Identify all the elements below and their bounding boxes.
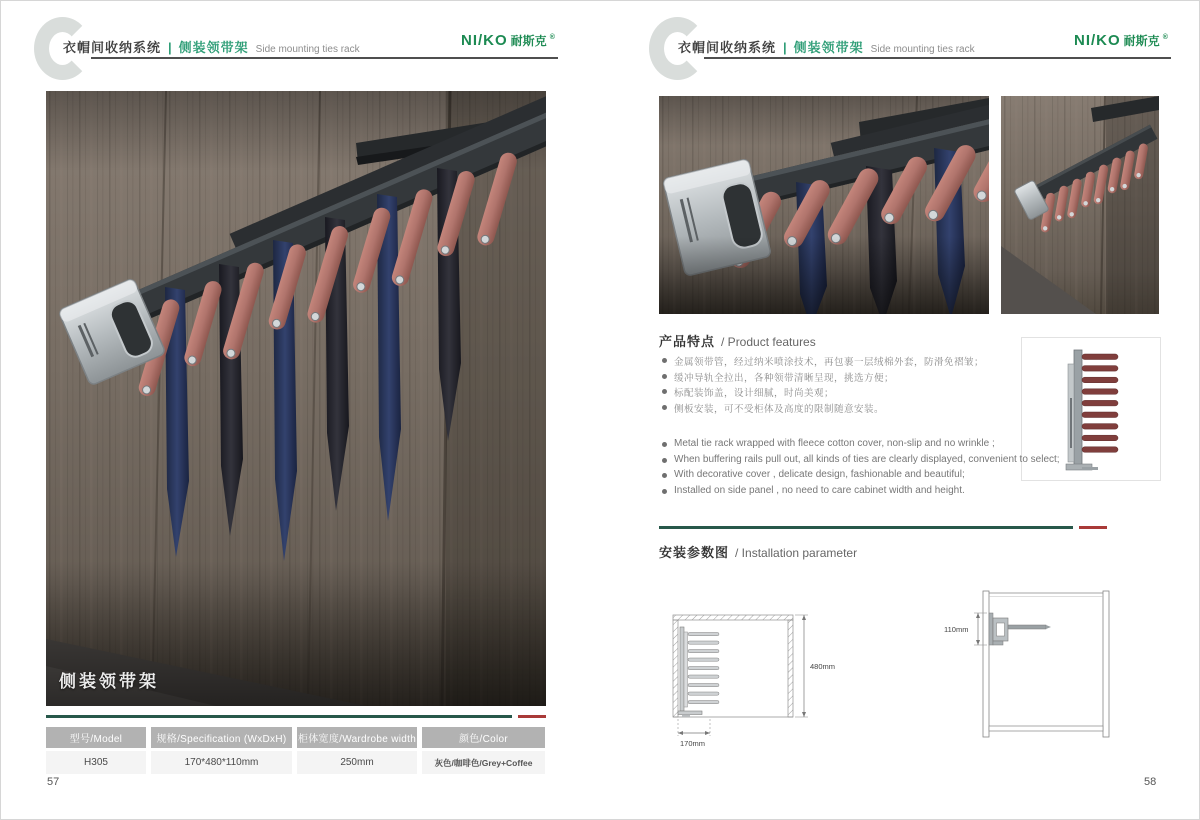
feature-text: 金属领带管，经过纳米喷涂技术，再包裹一层绒棉外套，防滑免褶皱； [674,357,985,368]
bullet-icon [662,389,667,394]
bullet-icon [662,473,667,478]
bullet-icon [662,358,667,363]
spec-table [46,727,550,774]
header-separator: | [783,40,787,55]
feature-item [661,385,1021,401]
photo-caption: 侧装领带架 [59,672,159,691]
dimension-depth [678,719,710,736]
bullet-icon [662,374,667,379]
product-features-title-en: / Product features [721,335,816,349]
divider-red-bar [1079,526,1107,529]
depth-dimension-label: 170mm [680,739,706,748]
spec-value-specification: 170*480*110mm [151,751,292,774]
bullet-icon [662,458,667,463]
feature-item [661,454,1081,470]
nisko-logo-cn: 耐斯克 [1123,34,1160,48]
header-rule [704,57,1171,59]
registered-mark: ® [549,34,555,41]
feature-list-en [661,438,1081,500]
side-view-diagram [661,587,911,772]
tie-bars [1082,354,1118,452]
header-separator: | [168,40,172,55]
tie-rack-angle-illustration [1001,96,1159,314]
feature-text: 标配装饰盖，设计细腻，时尚美观； [674,388,835,399]
installation-heading [659,542,857,561]
header-product-title-en: Side mounting ties rack [255,44,360,55]
spec-value-model: H305 [46,751,146,774]
header-system-title: 衣帽间收纳系统 [63,40,162,55]
bullet-icon [662,442,667,447]
detail-photo-closeup [659,96,989,314]
spec-header-color: 颜色/Color [422,727,545,748]
feature-text: When buffering rails pull out, all kinds of ties are clearly displayed, convenient to select; [674,453,1060,465]
feature-item [661,438,1081,454]
feature-text: Installed on side panel , no need to care cabinet width and height. [674,484,965,496]
rack-front-view [989,613,1051,645]
page-header-left [63,37,360,56]
dimension-height [795,615,808,717]
feature-item [661,485,1081,501]
feature-item [661,370,1021,386]
feature-text: 缓冲导轨全拉出，各种领带清晰呈现，挑选方便； [674,372,895,384]
spec-value-color: 灰色/咖啡色/Grey+Coffee [422,751,545,774]
page-header-right [678,37,975,56]
page-number-right: 58 [1144,776,1157,788]
section-divider [46,715,546,718]
spec-header-model: 型号/Model [46,727,146,748]
nisko-logo [461,32,555,49]
registered-mark: ® [1162,34,1168,41]
installation-title-en: / Installation parameter [735,546,858,560]
nisko-logo-latin: NI/KO [1074,32,1121,49]
feature-item [661,401,1021,417]
page-number-left: 57 [47,776,60,788]
header-product-title-cn: 侧装领带架 [178,40,249,55]
spec-header-wardrobe-width: 柜体宽度/Wardrobe width [297,727,417,748]
rack-side-view [678,627,719,717]
feature-item [661,469,1081,485]
height-dimension-label: 480mm [810,662,836,671]
main-product-photo [46,91,546,706]
feature-item [661,354,1021,370]
feature-list-cn [661,354,1021,416]
nisko-logo-latin: NI/KO [461,32,508,49]
tie-rack-wardrobe-illustration [46,91,546,706]
header-product-title-cn: 侧装领带架 [793,40,864,55]
tie-rack-closeup-illustration [659,96,989,314]
front-view-diagram [936,583,1166,753]
nisko-logo [1074,32,1168,49]
header-product-title-en: Side mounting ties rack [870,44,975,55]
section-divider [659,526,1107,529]
product-features-title-cn: 产品特点 [659,334,716,349]
divider-green-bar [46,715,512,718]
product-features-heading [659,331,816,350]
offset-dimension-label: 110mm [944,625,969,634]
installation-title-cn: 安装参数图 [659,545,730,560]
header-system-title: 衣帽间收纳系统 [678,40,777,55]
bullet-icon [662,405,667,410]
feature-text: With decorative cover , delicate design, fashionable and beautiful; [674,469,965,480]
bullet-icon [662,489,667,494]
detail-photo-angle [1001,96,1159,314]
header-rule [91,57,558,59]
feature-text: 侧板安装，可不受柜体及高度的限制随意安装。 [674,403,885,415]
spec-value-wardrobe-width: 250mm [297,751,417,774]
divider-red-bar [518,715,546,718]
nisko-logo-cn: 耐斯克 [510,34,547,48]
divider-green-bar [659,526,1073,529]
spec-header-specification: 规格/Specification (WxDxH) [151,727,292,748]
feature-text: Metal tie rack wrapped with fleece cotton cover, non-slip and no wrinkle ; [674,438,995,449]
